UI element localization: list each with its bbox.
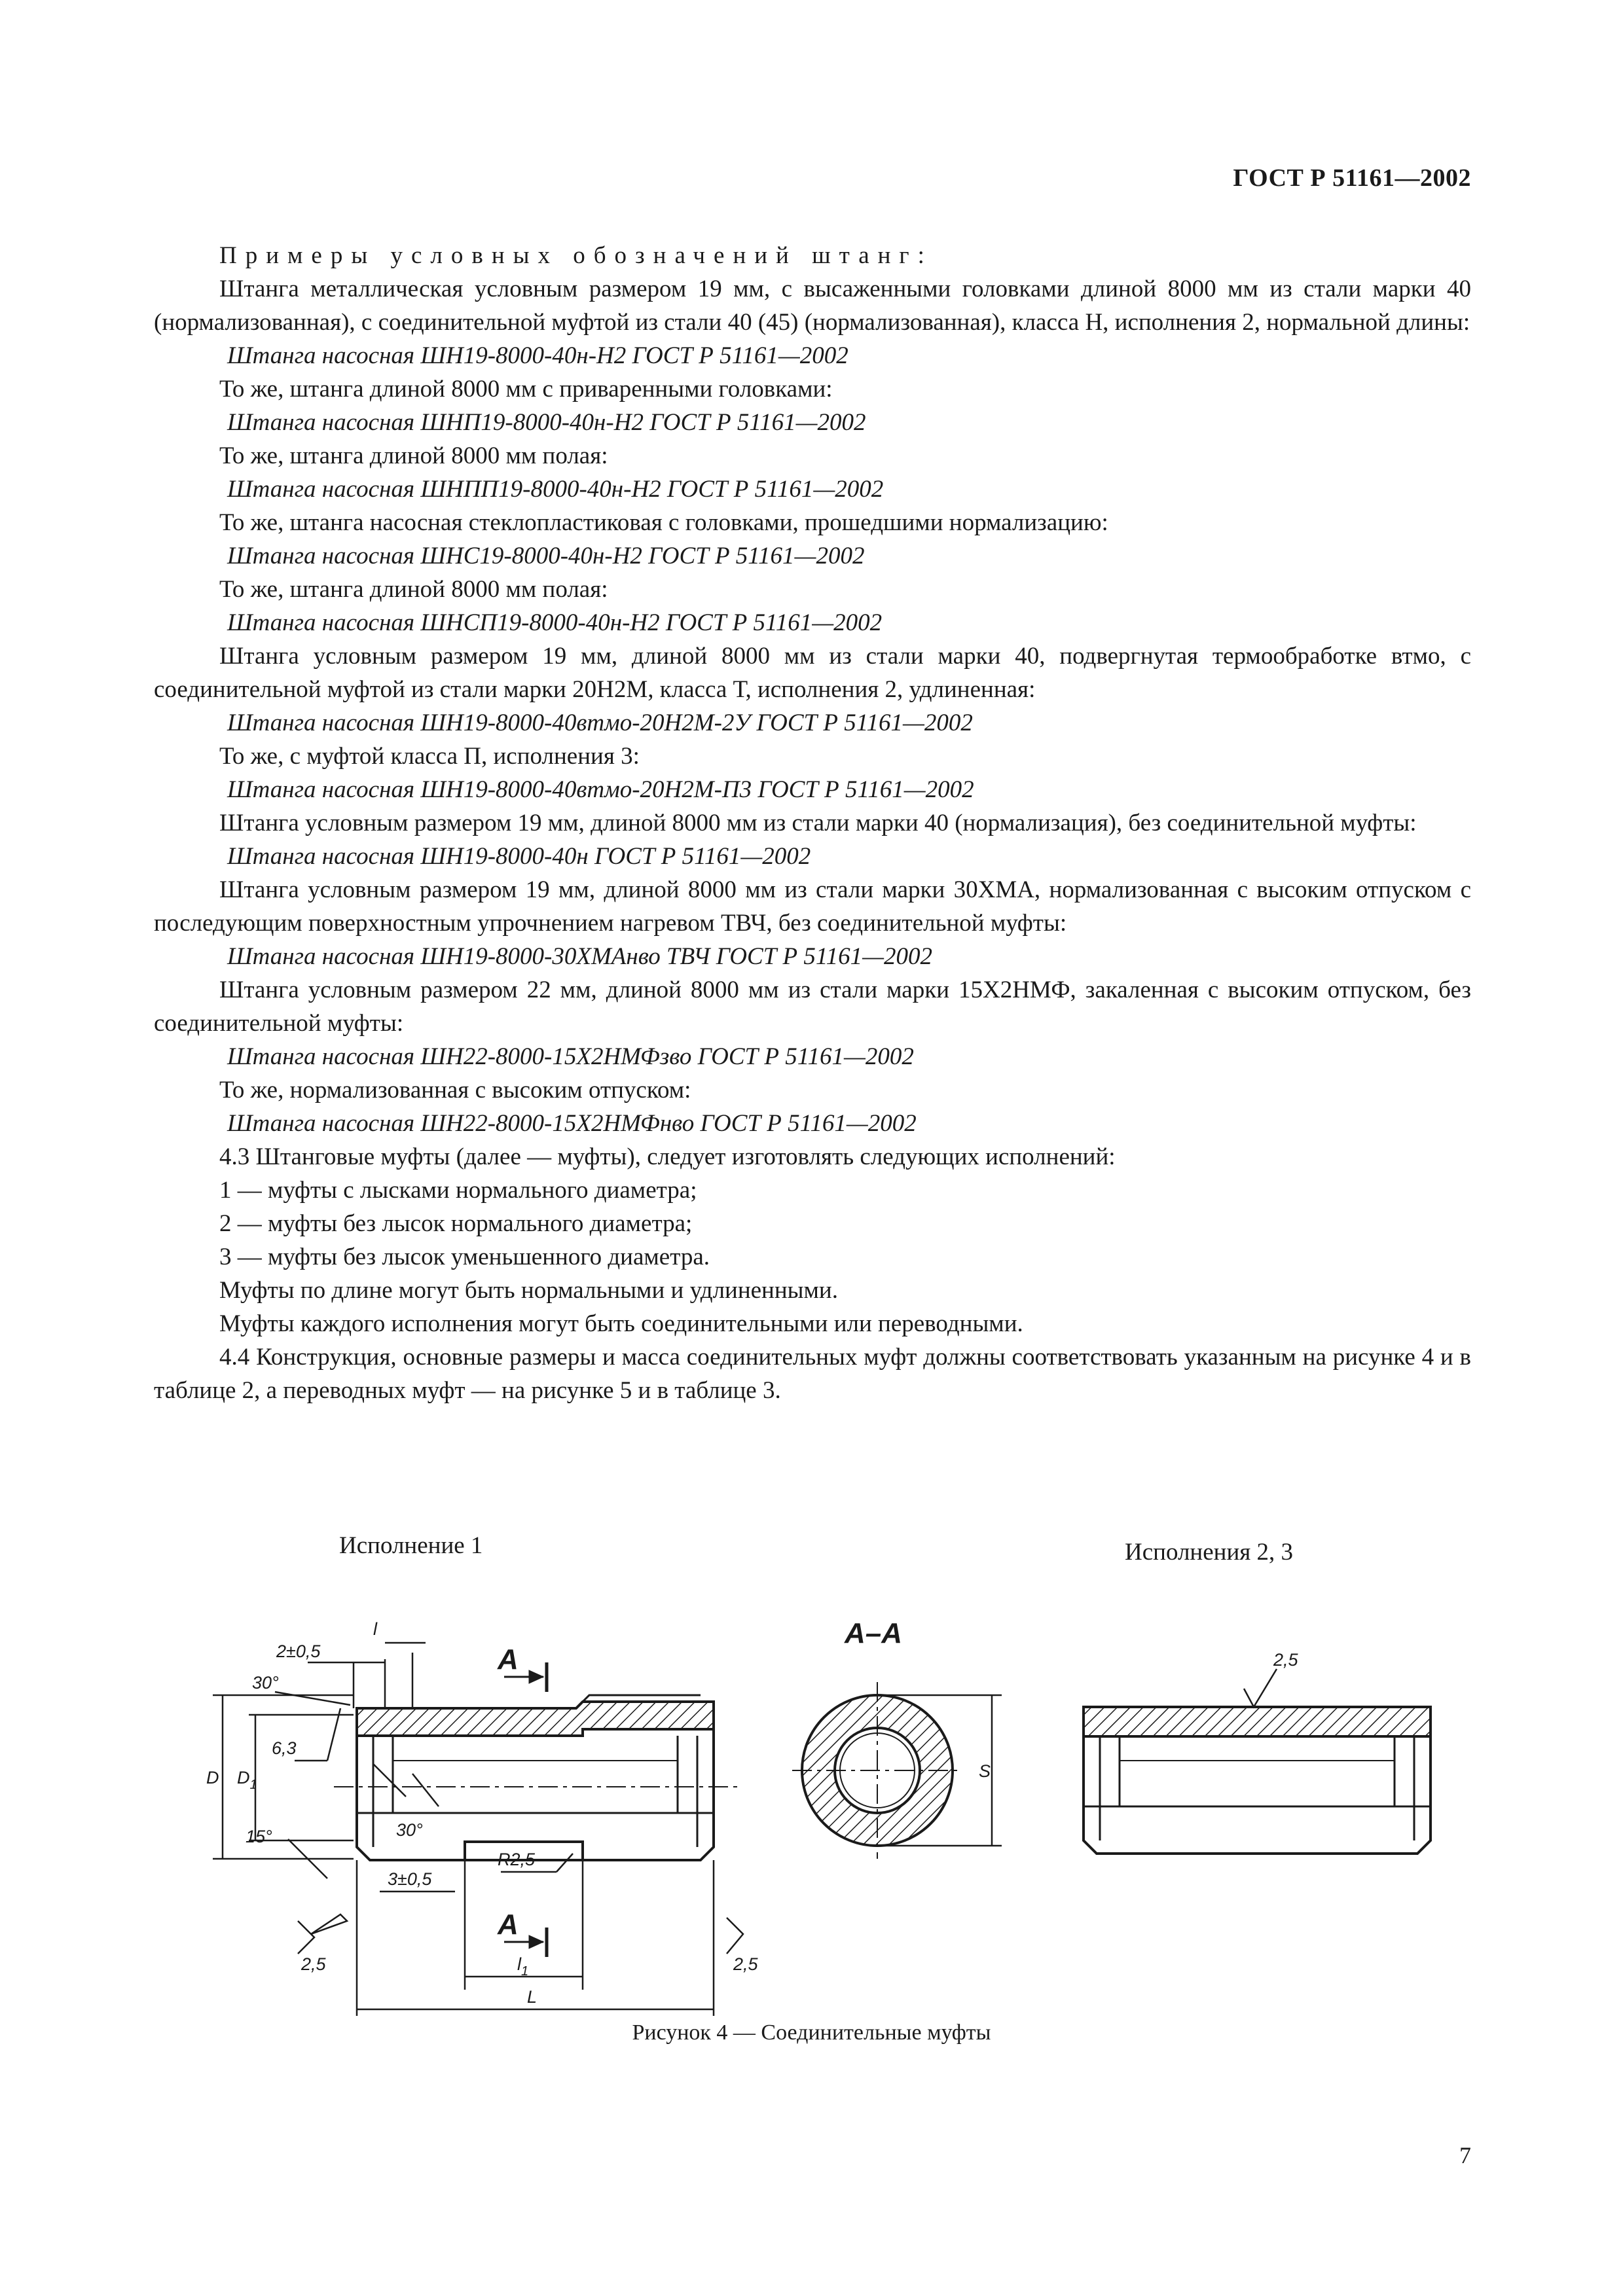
label-roughness-25-right: 2,5 <box>733 1954 758 1974</box>
designation-example: Штанга насосная ШН22-8000-15Х2НМФзво ГОСТ Р 51161—2002 <box>227 1043 914 1070</box>
designation-example: Штанга насосная ШН19-8000-40втмо-20Н2М-2У ГОСТ Р 51161—2002 <box>227 709 973 736</box>
figure-caption: Рисунок 4 — Соединительные муфты <box>632 2020 991 2045</box>
paragraph: 2 — муфты без лысок нормального диаметра; <box>219 1210 693 1237</box>
paragraph: То же, штанга длиной 8000 мм с приваренными головками: <box>219 376 833 403</box>
designation-example: Штанга насосная ШНПП19-8000-40н-Н2 ГОСТ Р 51161—2002 <box>227 476 884 503</box>
paragraph: Штанга условным размером 19 мм, длиной 8000 мм из стали марки 40 (нормализация), без соединительной муфты: <box>219 810 1417 836</box>
coupling-variant-2-3-view <box>1084 1669 1431 1854</box>
label-l: l <box>373 1619 377 1639</box>
label-D: D <box>206 1768 219 1787</box>
paragraph: То же, с муфтой класса П, исполнения 3: <box>219 743 640 770</box>
paragraph: Штанга условным размером 19 мм, длиной 8000 мм из стали марки 30ХМА, нормализованная с высоким отпуском с последующим поверхностным упрочнением нагревом ТВЧ, без соединительной муфты: <box>154 876 1471 937</box>
label-angle-30-inner: 30° <box>396 1820 423 1840</box>
designation-example: Штанга насосная ШН19-8000-30ХМАнво ТВЧ ГОСТ Р 51161—2002 <box>227 943 933 970</box>
designation-example: Штанга насосная ШНС19-8000-40н-Н2 ГОСТ Р 51161—2002 <box>227 543 865 569</box>
label-roughness-63: 6,3 <box>272 1738 297 1758</box>
paragraph: То же, штанга длиной 8000 мм полая: <box>219 576 608 603</box>
label-angle-30: 30° <box>252 1673 279 1693</box>
label-tol-2: 2±0,5 <box>276 1641 321 1661</box>
page-header: ГОСТ Р 51161—2002 <box>1233 164 1471 192</box>
paragraph-list <box>154 272 1471 1407</box>
paragraph: Штанга условным размером 19 мм, длиной 8000 мм из стали марки 40, подвергнутая термообработке втмо, с соединительной муфтой из стали марки 20Н2М, класса Т, исполнения 2, удлиненная: <box>154 643 1471 703</box>
label-section-a-top: A <box>498 1643 519 1676</box>
paragraph: 4.4 Конструкция, основные размеры и масса соединительных муфт должны соответствовать указанным на рисунке 4 и в таблице 2, а переводных муфт — на рисунке 5 и в таблице 3. <box>154 1344 1471 1404</box>
variant-1-dimensions <box>213 1643 743 2016</box>
designation-example: Штанга насосная ШН19-8000-40н-Н2 ГОСТ Р 51161—2002 <box>227 342 848 369</box>
paragraph: 4.3 Штанговые муфты (далее — муфты), следует изготовлять следующих исполнений: <box>219 1143 1116 1170</box>
paragraph: Штанга металлическая условным размером 19 мм, с высаженными головками длиной 8000 мм из стали марки 40 (нормализованная), с соединительной муфтой из стали 40 (45) (нормализованная), класса Н, исполнения 2, нормальной длины: <box>154 276 1471 336</box>
paragraph: То же, штанга длиной 8000 мм полая: <box>219 442 608 469</box>
label-L: L <box>527 1987 538 2007</box>
label-section-a-bottom: A <box>498 1909 519 1941</box>
designation-example: Штанга насосная ШН19-8000-40н ГОСТ Р 51161—2002 <box>227 843 811 870</box>
designation-example: Штанга насосная ШН19-8000-40втмо-20Н2М-П3 ГОСТ Р 51161—2002 <box>227 776 974 803</box>
paragraph: 1 — муфты с лысками нормального диаметра; <box>219 1177 697 1204</box>
designation-example: Штанга насосная ШН22-8000-15Х2НМФнво ГОСТ Р 51161—2002 <box>227 1110 917 1137</box>
label-roughness-25-top: 2,5 <box>1273 1650 1298 1670</box>
label-angle-15: 15° <box>246 1827 272 1846</box>
designation-example: Штанга насосная ШНП19-8000-40н-Н2 ГОСТ Р 51161—2002 <box>227 409 866 436</box>
label-S: S <box>979 1761 991 1781</box>
examples-title: Примеры условных обозначений штанг: <box>219 242 933 269</box>
section-a-a <box>792 1682 1002 1859</box>
coupling-variant-1-view <box>334 1695 740 1860</box>
paragraph: Муфты по длине могут быть нормальными и удлиненными. <box>219 1277 838 1304</box>
label-radius: R2,5 <box>498 1850 536 1869</box>
paragraph: Штанга условным размером 22 мм, длиной 8000 мм из стали марки 15Х2НМФ, закаленная с высоким отпуском, без соединительной муфты: <box>154 977 1471 1037</box>
paragraph: 3 — муфты без лысок уменьшенного диаметра. <box>219 1244 710 1270</box>
page-number: 7 <box>1459 2142 1471 2168</box>
label-roughness-25-left: 2,5 <box>301 1954 326 1974</box>
label-tol-3: 3±0,5 <box>388 1869 432 1889</box>
label-l1: $l_1$ <box>517 1954 529 1979</box>
label-section-a-a: A–A <box>845 1617 903 1649</box>
document-body <box>154 239 1471 1407</box>
designation-example: Штанга насосная ШНСП19-8000-40н-Н2 ГОСТ Р 51161—2002 <box>227 609 883 636</box>
figure-4-drawing <box>190 1597 1434 2016</box>
caption-variant-2-3: Исполнения 2, 3 <box>1125 1539 1294 1566</box>
label-D1: $D_1$ <box>237 1768 257 1792</box>
paragraph: То же, штанга насосная стеклопластиковая с головками, прошедшими нормализацию: <box>219 509 1108 536</box>
paragraph: То же, нормализованная с высоким отпуском: <box>219 1077 691 1103</box>
paragraph: Муфты каждого исполнения могут быть соединительными или переводными. <box>219 1310 1023 1337</box>
caption-variant-1: Исполнение 1 <box>339 1532 483 1559</box>
